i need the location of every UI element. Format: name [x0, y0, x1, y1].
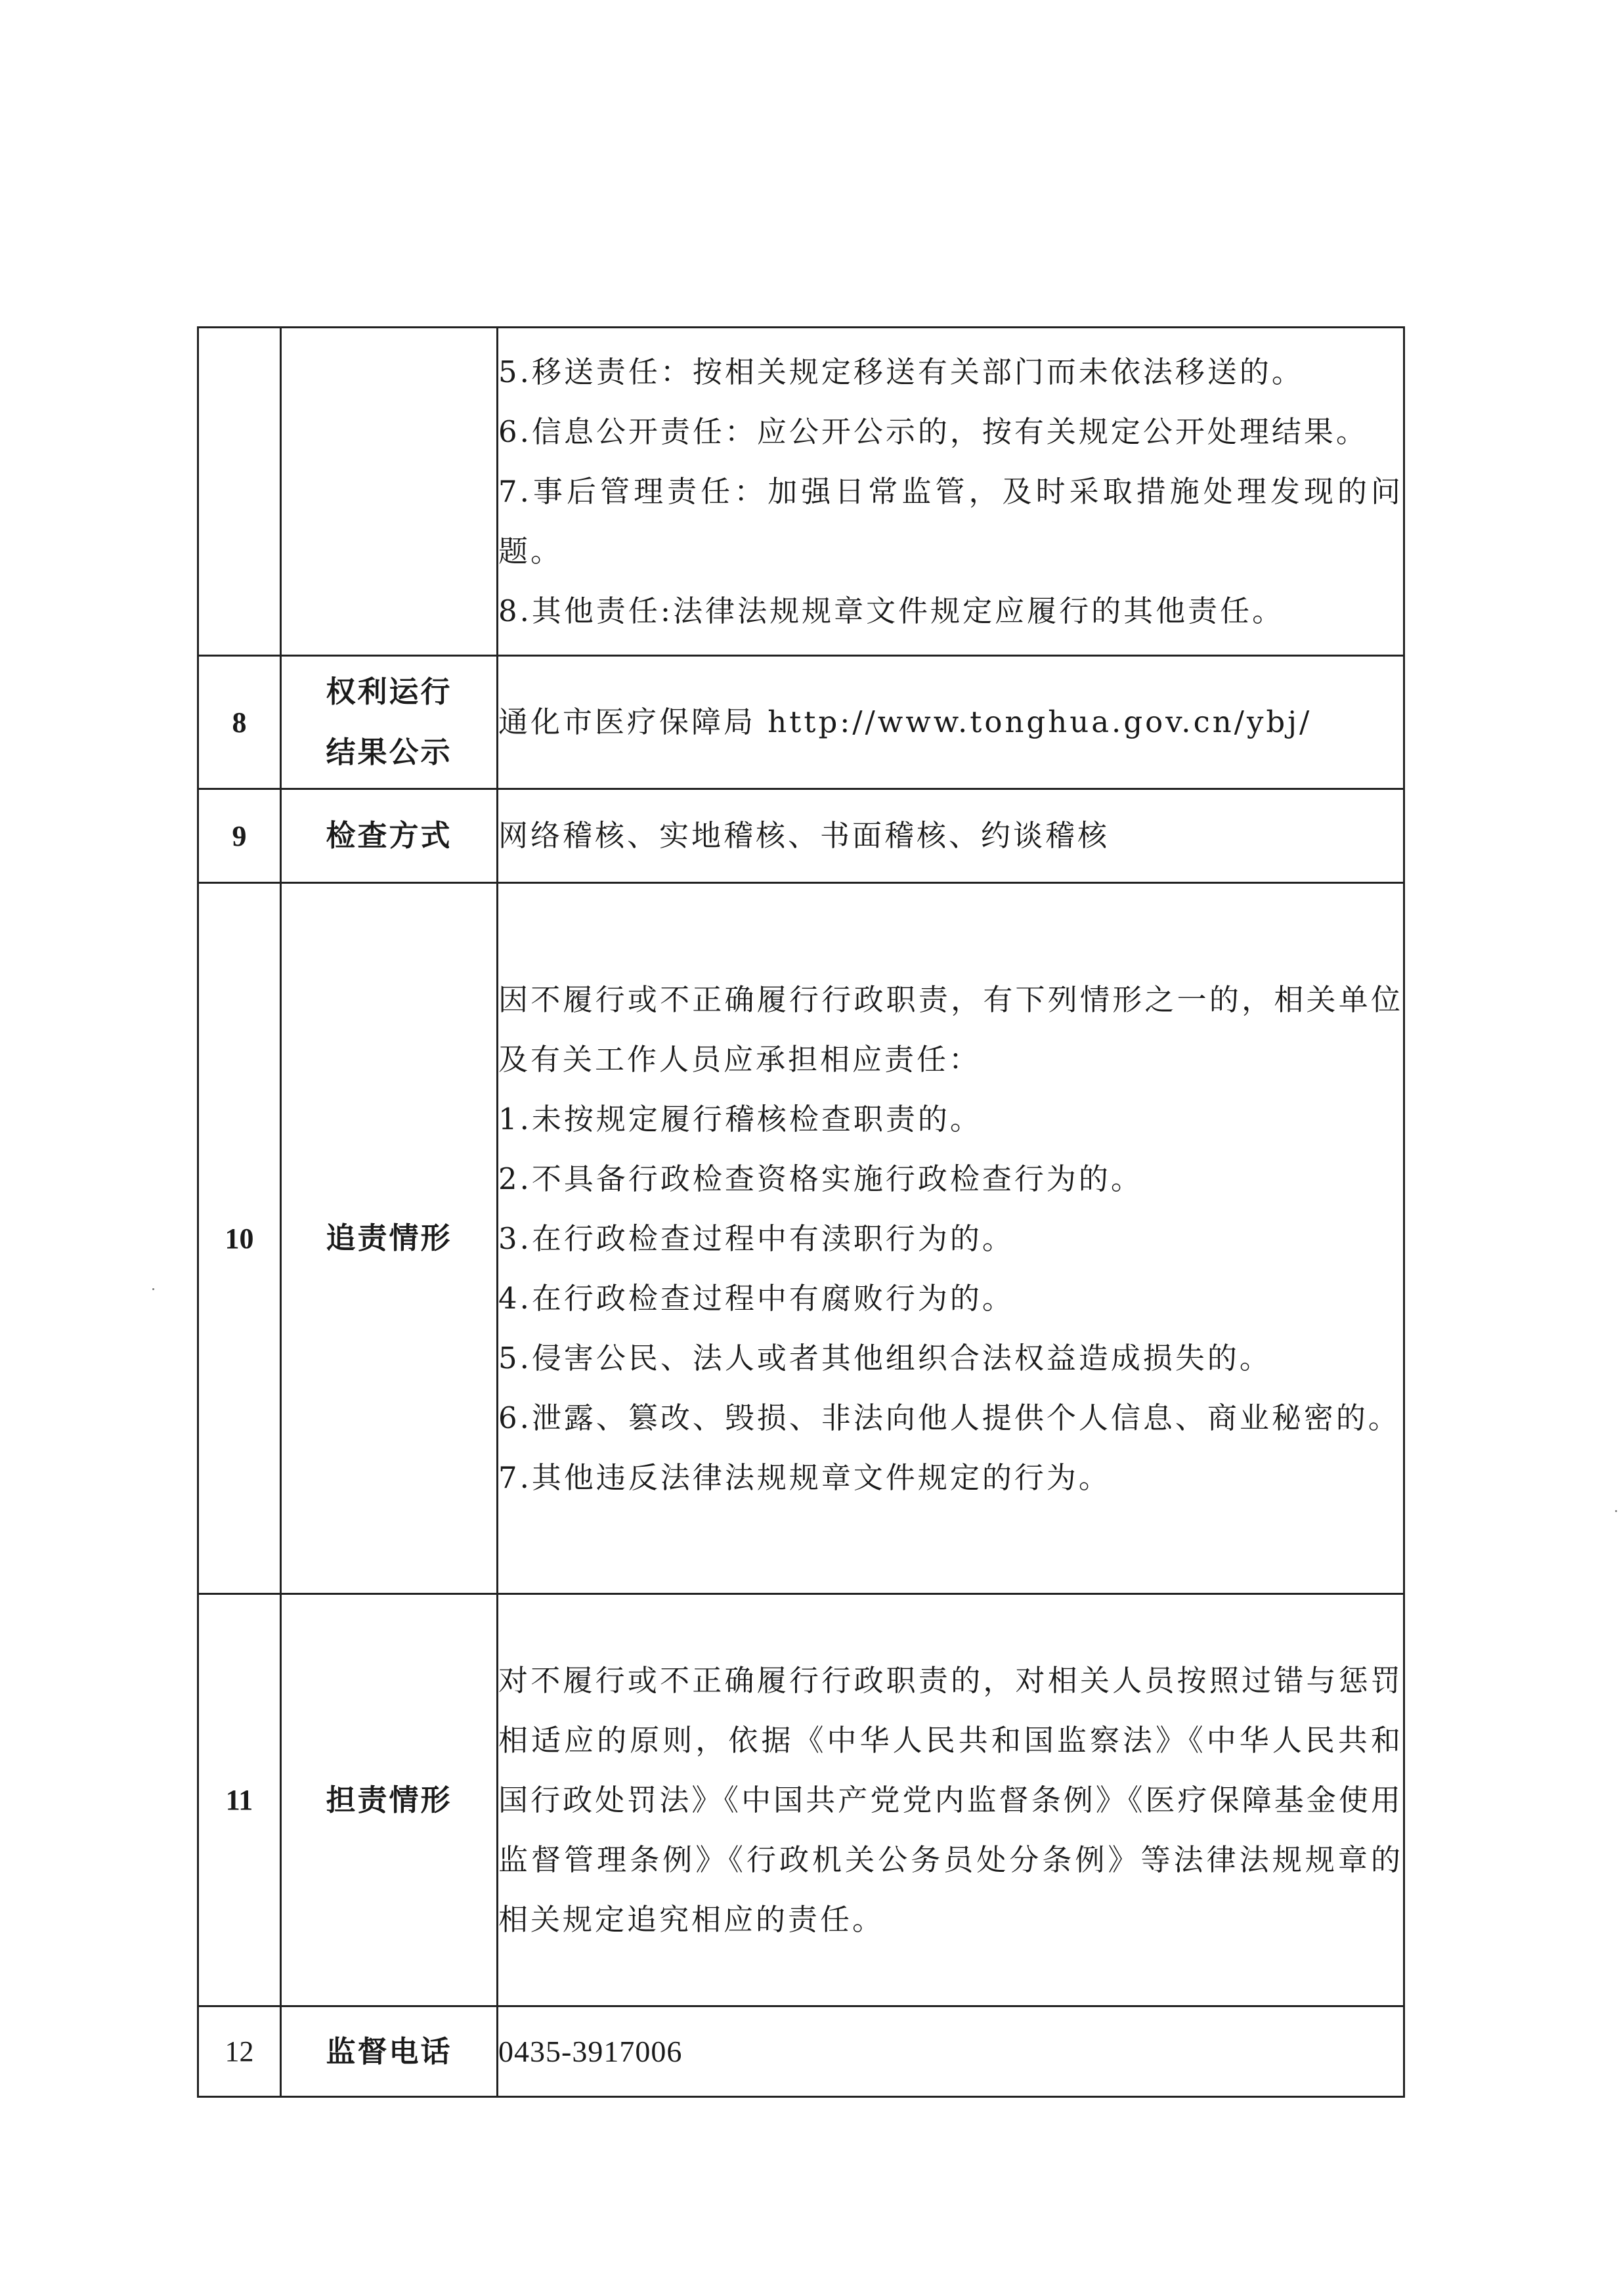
table-row-10 — [198, 883, 1404, 1594]
responsibility-table — [197, 326, 1405, 2098]
content-line: 6.信息公开责任：应公开公示的，按有关规定公开处理结果。 — [498, 414, 1368, 449]
row-number-cell: 10 — [198, 883, 281, 1594]
content-cell: 对不履行或不正确履行行政职责的，对相关人员按照过错与惩罚相适应的原则，依据《中华人民共和国监察法》《中华人民共和国行政处罚法》《中国共产党党内监督条例》《医疗保障基金使用监督管理条例》《行政机关公务员处分条例》等法律法规规章的相关规定追究相应的责任。 — [498, 1594, 1404, 2006]
item-name-cell: 追责情形 — [281, 883, 498, 1594]
content-line: 8.其他责任:法律法规规章文件规定应履行的其他责任。 — [498, 594, 1285, 628]
content-line: 1.未按规定履行稽核检查职责的。 — [498, 1101, 982, 1137]
content-line: 6.泄露、篡改、毁损、非法向他人提供个人信息、商业秘密的。 — [498, 1400, 1400, 1435]
content-line: 7.事后管理责任：加强日常监管，及时采取措施处理发现的问题。 — [498, 474, 1403, 569]
row-number-cell: 12 — [198, 2006, 281, 2097]
content-line: 3.在行政检查过程中有渎职行为的。 — [498, 1221, 1014, 1256]
content-cell: 0435-3917006 — [498, 2006, 1404, 2097]
item-name-cell — [281, 656, 498, 789]
item-name-line: 权利运行 — [326, 674, 452, 709]
table-row-9 — [198, 789, 1404, 883]
content-line: 2.不具备行政检查资格实施行政检查行为的。 — [498, 1161, 1143, 1196]
content-line: 因不履行或不正确履行行政职责，有下列情形之一的，相关单位及有关工作人员应承担相应责任： — [498, 982, 1403, 1077]
scan-speck — [1615, 1510, 1617, 1512]
item-name-cell: 检查方式 — [281, 789, 498, 883]
content-cell — [498, 883, 1404, 1594]
content-line: 4.在行政检查过程中有腐败行为的。 — [498, 1280, 1014, 1316]
content-line: 5.侵害公民、法人或者其他组织合法权益造成损失的。 — [498, 1340, 1272, 1375]
item-name-cell: 监督电话 — [281, 2006, 498, 2097]
content-line: 5.移送责任：按相关规定移送有关部门而未依法移送的。 — [498, 355, 1304, 389]
row-number-cell: 8 — [198, 656, 281, 789]
item-name-line: 结果公示 — [326, 735, 452, 769]
content-line: 7.其他违反法律法规规章文件规定的行为。 — [498, 1460, 1111, 1495]
row-number-cell: 9 — [198, 789, 281, 883]
table-row-12 — [198, 2006, 1404, 2097]
item-name-cell: 担责情形 — [281, 1594, 498, 2006]
row-number-cell: 11 — [198, 1594, 281, 2006]
table-row-8 — [198, 656, 1404, 789]
scan-speck — [152, 1288, 154, 1290]
content-cell: 通化市医疗保障局 http://www.tonghua.gov.cn/ybj/ — [498, 656, 1404, 789]
content-cell: 网络稽核、实地稽核、书面稽核、约谈稽核 — [498, 789, 1404, 883]
content-cell — [498, 328, 1404, 656]
row-number-cell — [198, 328, 281, 656]
table-row-11 — [198, 1594, 1404, 2006]
table-row-continued — [198, 328, 1404, 656]
item-name-cell — [281, 328, 498, 656]
